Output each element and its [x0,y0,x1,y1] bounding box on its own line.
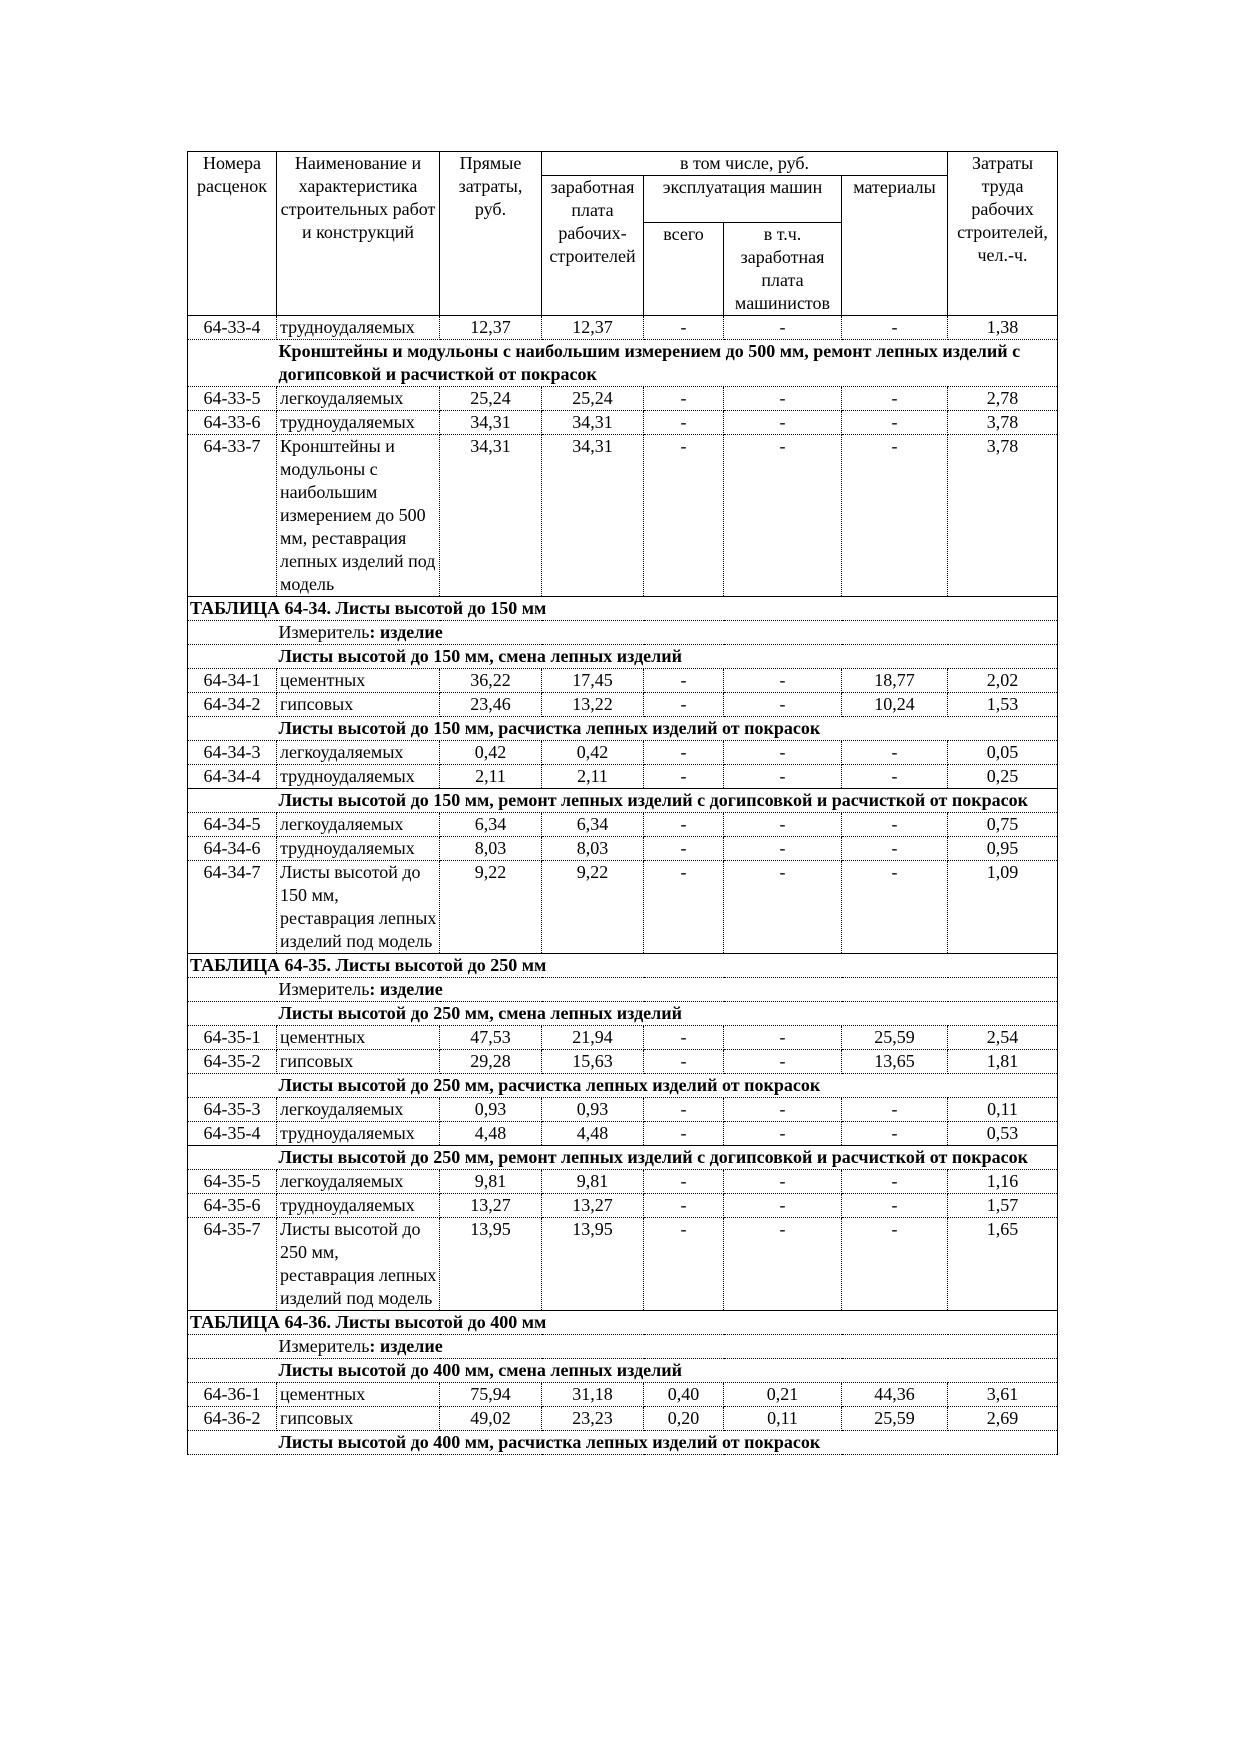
group-heading: Листы высотой до 250 мм, смена лепных изделий [277,1002,1058,1026]
rate-code: 64-35-6 [188,1194,277,1218]
rate-code: 64-35-7 [188,1218,277,1311]
rate-code: 64-34-4 [188,765,277,789]
machines-total: 0,40 [644,1383,724,1407]
machines-wage: - [724,1170,842,1194]
direct-costs: 12,37 [440,316,542,340]
direct-costs: 25,24 [440,387,542,411]
header-labor-costs: Затраты труда рабочих строителей, чел.-ч. [948,152,1058,316]
wage-costs: 12,37 [542,316,644,340]
work-name: трудноудаляемых [277,1194,440,1218]
wage-costs: 21,94 [542,1026,644,1050]
direct-costs: 13,95 [440,1218,542,1311]
group-heading-row [188,717,1058,741]
table-row [188,837,1058,861]
machines-wage: - [724,387,842,411]
group-heading-row [188,645,1058,669]
table-section-title-row [188,1311,1058,1335]
machines-total: - [644,316,724,340]
rate-code: 64-34-7 [188,861,277,954]
rate-code: 64-33-6 [188,411,277,435]
direct-costs: 4,48 [440,1122,542,1146]
wage-costs: 15,63 [542,1050,644,1074]
machines-total: - [644,1194,724,1218]
wage-costs: 13,27 [542,1194,644,1218]
table-row [188,1194,1058,1218]
table-title: ТАБЛИЦА 64-35. Листы высотой до 250 мм [188,954,1058,978]
direct-costs: 34,31 [440,435,542,597]
direct-costs: 6,34 [440,813,542,837]
group-spacer [188,1359,277,1383]
machines-total: - [644,1026,724,1050]
work-name: трудноудаляемых [277,316,440,340]
group-heading-row [188,1431,1058,1455]
table-row [188,1407,1058,1431]
machines-total: - [644,1098,724,1122]
measure-label: Измеритель [278,1336,370,1356]
direct-costs: 0,93 [440,1098,542,1122]
group-heading: Листы высотой до 400 мм, расчистка лепных изделий от покрасок [277,1431,1058,1455]
table-row [188,1383,1058,1407]
machines-total: 0,20 [644,1407,724,1431]
work-name: Листы высотой до 250 мм, реставрация лепных изделий под модель [277,1218,440,1311]
table-row [188,1218,1058,1311]
wage-costs: 0,93 [542,1098,644,1122]
labor-costs: 0,25 [948,765,1058,789]
work-name: легкоудаляемых [277,1098,440,1122]
table-body [188,316,1058,1455]
table-row [188,1098,1058,1122]
direct-costs: 75,94 [440,1383,542,1407]
work-name: цементных [277,1026,440,1050]
rate-code: 64-35-4 [188,1122,277,1146]
direct-costs: 13,27 [440,1194,542,1218]
table-row [188,741,1058,765]
table-row [188,411,1058,435]
labor-costs: 0,53 [948,1122,1058,1146]
labor-costs: 3,78 [948,435,1058,597]
measure-value: : изделие [369,622,443,642]
rate-code: 64-35-2 [188,1050,277,1074]
table-section-title-row [188,954,1058,978]
table-row [188,669,1058,693]
machines-wage: - [724,669,842,693]
direct-costs: 9,81 [440,1170,542,1194]
direct-costs: 34,31 [440,411,542,435]
rate-code: 64-36-1 [188,1383,277,1407]
header-machines-total: всего [644,223,724,316]
machines-total: - [644,1170,724,1194]
machines-wage: - [724,837,842,861]
header-materials: материалы [842,176,948,316]
machines-total: - [644,861,724,954]
measure-unit-row [188,621,1058,645]
measure-value: : изделие [369,1336,443,1356]
direct-costs: 36,22 [440,669,542,693]
work-name: легкоудаляемых [277,387,440,411]
price-table [187,151,1058,1455]
rate-code: 64-33-7 [188,435,277,597]
table-row [188,861,1058,954]
group-heading: Листы высотой до 150 мм, ремонт лепных изделий с догипсовкой и расчисткой от покрасок [277,789,1058,813]
labor-costs: 2,02 [948,669,1058,693]
labor-costs: 2,69 [948,1407,1058,1431]
work-name: цементных [277,669,440,693]
machines-total: - [644,837,724,861]
materials-costs: - [842,837,948,861]
materials-costs: - [842,765,948,789]
labor-costs: 2,54 [948,1026,1058,1050]
machines-wage: - [724,861,842,954]
rate-code: 64-33-5 [188,387,277,411]
rate-code: 64-34-6 [188,837,277,861]
machines-wage: - [724,316,842,340]
table-header [188,152,1058,316]
wage-costs: 34,31 [542,411,644,435]
table-row [188,387,1058,411]
labor-costs: 3,78 [948,411,1058,435]
machines-total: - [644,387,724,411]
labor-costs: 2,78 [948,387,1058,411]
work-name: Листы высотой до 150 мм, реставрация лепных изделий под модель [277,861,440,954]
materials-costs: - [842,435,948,597]
materials-costs: - [842,316,948,340]
work-name: трудноудаляемых [277,1122,440,1146]
rate-code: 64-36-2 [188,1407,277,1431]
rate-code: 64-34-2 [188,693,277,717]
machines-wage: - [724,741,842,765]
wage-costs: 9,22 [542,861,644,954]
group-spacer [188,340,277,387]
machines-wage: - [724,693,842,717]
labor-costs: 1,65 [948,1218,1058,1311]
machines-wage: - [724,1194,842,1218]
header-code: Номера расценок [188,152,277,316]
direct-costs: 47,53 [440,1026,542,1050]
wage-costs: 17,45 [542,669,644,693]
work-name: легкоудаляемых [277,813,440,837]
measure-unit-row [188,978,1058,1002]
rate-code: 64-34-1 [188,669,277,693]
group-spacer [188,789,277,813]
table-row [188,1050,1058,1074]
labor-costs: 1,09 [948,861,1058,954]
machines-wage: - [724,1122,842,1146]
rate-code: 64-34-5 [188,813,277,837]
wage-costs: 13,22 [542,693,644,717]
group-heading: Листы высотой до 150 мм, расчистка лепных изделий от покрасок [277,717,1058,741]
table-row [188,1170,1058,1194]
direct-costs: 29,28 [440,1050,542,1074]
wage-costs: 4,48 [542,1122,644,1146]
materials-costs: - [842,741,948,765]
group-spacer [188,717,277,741]
materials-costs: 25,59 [842,1026,948,1050]
group-heading-row [188,1074,1058,1098]
group-spacer [188,1002,277,1026]
machines-wage: - [724,411,842,435]
work-name: гипсовых [277,1407,440,1431]
materials-costs: - [842,1098,948,1122]
group-heading-row [188,1359,1058,1383]
measure-unit [277,978,1058,1002]
machines-wage: - [724,1098,842,1122]
labor-costs: 0,11 [948,1098,1058,1122]
work-name: гипсовых [277,693,440,717]
materials-costs: 44,36 [842,1383,948,1407]
work-name: трудноудаляемых [277,411,440,435]
machines-total: - [644,435,724,597]
labor-costs: 1,53 [948,693,1058,717]
group-spacer [188,1146,277,1170]
materials-costs: 25,59 [842,1407,948,1431]
measure-spacer [188,1335,277,1359]
rate-code: 64-33-4 [188,316,277,340]
direct-costs: 49,02 [440,1407,542,1431]
work-name: трудноудаляемых [277,765,440,789]
price-table-page [187,151,1057,1455]
group-heading-row [188,1146,1058,1170]
work-name: легкоудаляемых [277,1170,440,1194]
direct-costs: 8,03 [440,837,542,861]
materials-costs: - [842,813,948,837]
direct-costs: 2,11 [440,765,542,789]
measure-value: : изделие [369,979,443,999]
machines-wage: - [724,1050,842,1074]
materials-costs: - [842,861,948,954]
machines-wage: - [724,813,842,837]
group-spacer [188,1074,277,1098]
labor-costs: 1,57 [948,1194,1058,1218]
work-name: легкоудаляемых [277,741,440,765]
machines-total: - [644,1218,724,1311]
wage-costs: 2,11 [542,765,644,789]
machines-total: - [644,1050,724,1074]
machines-total: - [644,693,724,717]
labor-costs: 3,61 [948,1383,1058,1407]
table-row [188,765,1058,789]
machines-wage: 0,21 [724,1383,842,1407]
group-heading-row [188,340,1058,387]
materials-costs: - [842,387,948,411]
materials-costs: - [842,411,948,435]
group-heading: Листы высотой до 250 мм, расчистка лепных изделий от покрасок [277,1074,1058,1098]
group-heading: Листы высотой до 150 мм, смена лепных изделий [277,645,1058,669]
rate-code: 64-34-3 [188,741,277,765]
machines-total: - [644,813,724,837]
wage-costs: 9,81 [542,1170,644,1194]
direct-costs: 23,46 [440,693,542,717]
labor-costs: 0,95 [948,837,1058,861]
measure-label: Измеритель [278,622,370,642]
machines-total: - [644,1122,724,1146]
table-title: ТАБЛИЦА 64-36. Листы высотой до 400 мм [188,1311,1058,1335]
table-row [188,693,1058,717]
wage-costs: 34,31 [542,435,644,597]
work-name: трудноудаляемых [277,837,440,861]
wage-costs: 6,34 [542,813,644,837]
group-heading: Кронштейны и модульоны с наибольшим измерением до 500 мм, ремонт лепных изделий с догипсовкой и расчисткой от покрасок [277,340,1058,387]
labor-costs: 1,38 [948,316,1058,340]
direct-costs: 9,22 [440,861,542,954]
group-spacer [188,1431,277,1455]
header-machines: эксплуатация машин [644,176,842,223]
rate-code: 64-35-5 [188,1170,277,1194]
machines-total: - [644,669,724,693]
machines-total: - [644,741,724,765]
materials-costs: 10,24 [842,693,948,717]
materials-costs: 13,65 [842,1050,948,1074]
labor-costs: 1,16 [948,1170,1058,1194]
work-name: Кронштейны и модульоны с наибольшим измерением до 500 мм, реставрация лепных изделий под модель [277,435,440,597]
wage-costs: 31,18 [542,1383,644,1407]
rate-code: 64-35-3 [188,1098,277,1122]
group-heading: Листы высотой до 250 мм, ремонт лепных изделий с догипсовкой и расчисткой от покрасок [277,1146,1058,1170]
wage-costs: 0,42 [542,741,644,765]
wage-costs: 25,24 [542,387,644,411]
group-spacer [188,645,277,669]
table-row [188,435,1058,597]
work-name: гипсовых [277,1050,440,1074]
measure-unit [277,621,1058,645]
table-row [188,1026,1058,1050]
table-row [188,316,1058,340]
materials-costs: 18,77 [842,669,948,693]
group-heading-row [188,789,1058,813]
direct-costs: 0,42 [440,741,542,765]
machines-total: - [644,765,724,789]
materials-costs: - [842,1194,948,1218]
machines-wage: - [724,1218,842,1311]
machines-wage: 0,11 [724,1407,842,1431]
materials-costs: - [842,1218,948,1311]
labor-costs: 0,05 [948,741,1058,765]
measure-unit [277,1335,1058,1359]
machines-wage: - [724,1026,842,1050]
measure-spacer [188,621,277,645]
group-heading: Листы высотой до 400 мм, смена лепных изделий [277,1359,1058,1383]
table-title: ТАБЛИЦА 64-34. Листы высотой до 150 мм [188,597,1058,621]
header-including: в том числе, руб. [542,152,948,176]
machines-wage: - [724,435,842,597]
measure-unit-row [188,1335,1058,1359]
table-section-title-row [188,597,1058,621]
measure-spacer [188,978,277,1002]
materials-costs: - [842,1122,948,1146]
work-name: цементных [277,1383,440,1407]
header-name: Наименование и характеристика строительных работ и конструкций [277,152,440,316]
machines-wage: - [724,765,842,789]
rate-code: 64-35-1 [188,1026,277,1050]
table-row [188,1122,1058,1146]
wage-costs: 23,23 [542,1407,644,1431]
group-heading-row [188,1002,1058,1026]
materials-costs: - [842,1170,948,1194]
header-machines-wage: в т.ч. заработная плата машинистов [724,223,842,316]
header-direct-costs: Прямые затраты, руб. [440,152,542,316]
wage-costs: 13,95 [542,1218,644,1311]
wage-costs: 8,03 [542,837,644,861]
table-row [188,813,1058,837]
labor-costs: 0,75 [948,813,1058,837]
machines-total: - [644,411,724,435]
header-wage: заработная плата рабочих-строителей [542,176,644,316]
labor-costs: 1,81 [948,1050,1058,1074]
measure-label: Измеритель [278,979,370,999]
